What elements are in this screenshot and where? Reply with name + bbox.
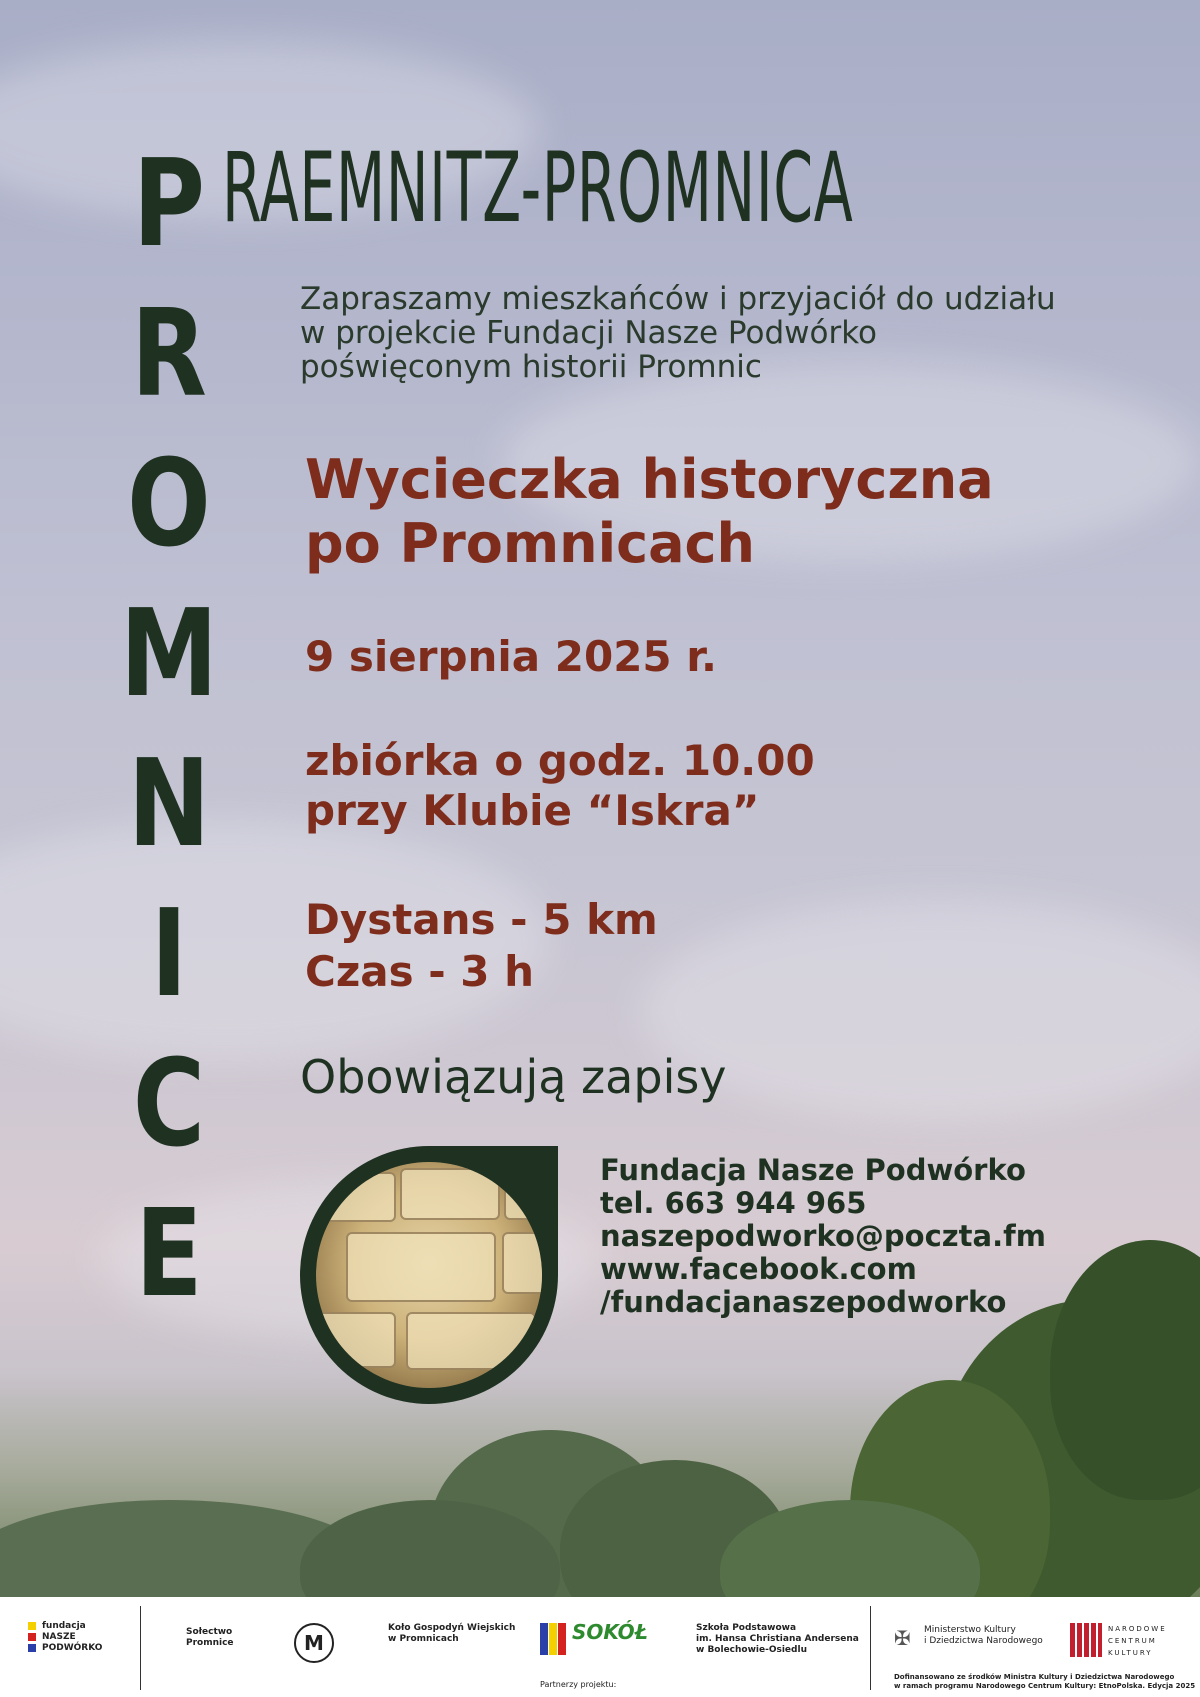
foundation-word: fundacja xyxy=(42,1621,86,1631)
tree-silhouette xyxy=(1050,1240,1200,1500)
vertical-letter: I xyxy=(150,885,188,1024)
intro-line: Zapraszamy mieszkańców i przyjaciół do udziału xyxy=(300,281,1056,317)
funding-note xyxy=(894,1673,1195,1691)
kolo-line: w Promnicach xyxy=(388,1634,459,1644)
solectwo-line: Sołectwo xyxy=(186,1627,233,1637)
brick xyxy=(346,1232,496,1302)
partners-label: Partnerzy projektu: xyxy=(540,1680,617,1689)
eagle-emblem-icon: ✠ xyxy=(894,1626,911,1650)
school-line: Szkoła Podstawowa xyxy=(696,1623,797,1633)
ministry-label xyxy=(924,1625,1043,1647)
vertical-letter: R xyxy=(131,285,207,424)
ncc-line: CENTRUM xyxy=(1108,1637,1157,1645)
foundation-word: NASZE xyxy=(42,1632,76,1642)
footer-divider xyxy=(140,1606,141,1690)
logo-stripe xyxy=(558,1623,566,1655)
contact-facebook[interactable]: www.facebook.com xyxy=(600,1252,917,1286)
blue-square-icon xyxy=(28,1644,36,1652)
footer-divider xyxy=(870,1606,871,1690)
brick xyxy=(400,1168,500,1220)
ministry-line: Ministerstwo Kultury xyxy=(924,1625,1016,1635)
ncc-logo-icon xyxy=(1070,1623,1102,1657)
meeting-line: zbiórka o godz. 10.00 xyxy=(305,736,815,785)
foundation-word: PODWÓRKO xyxy=(42,1643,103,1653)
intro-line: w projekcie Fundacji Nasze Podwórko xyxy=(300,315,878,351)
yellow-square-icon xyxy=(28,1622,36,1630)
logo-stripe xyxy=(540,1623,548,1655)
vertical-letter: N xyxy=(127,735,211,874)
m-circle-logo-icon: M xyxy=(294,1623,334,1663)
distance-line: Dystans - 5 km xyxy=(305,895,658,944)
ncc-line: NARODOWE xyxy=(1108,1625,1167,1633)
foundation-logo-line xyxy=(28,1632,102,1643)
foundation-logo xyxy=(28,1621,102,1654)
vertical-word-promnice xyxy=(104,130,234,1330)
brick xyxy=(406,1312,536,1370)
contact-facebook-path[interactable]: /fundacjanaszepodworko xyxy=(600,1285,1007,1319)
foundation-logo-line xyxy=(28,1643,102,1654)
school-label xyxy=(696,1623,859,1656)
contact-phone: tel. 663 944 965 xyxy=(600,1186,867,1220)
school-line: im. Hansa Christiana Andersena xyxy=(696,1634,859,1644)
sokol-logo xyxy=(540,1621,652,1657)
sokol-text: SOKÓŁ xyxy=(572,1620,648,1644)
red-square-icon xyxy=(28,1633,36,1641)
contact-block xyxy=(600,1154,1046,1319)
contact-org: Fundacja Nasze Podwórko xyxy=(600,1153,1026,1187)
vertical-letter: P xyxy=(132,135,206,274)
school-line: w Bolechowie-Osiedlu xyxy=(696,1645,807,1655)
intro-line: poświęconym historii Promnic xyxy=(300,349,762,385)
vertical-letter: E xyxy=(135,1185,203,1324)
brick xyxy=(316,1312,396,1368)
funding-line: w ramach programu Narodowego Centrum Kultury: EtnoPolska. Edycja 2025 xyxy=(894,1682,1196,1690)
page-title: RAEMNITZ-PROMNICA xyxy=(222,132,854,244)
kolo-line: Koło Gospodyń Wiejskich xyxy=(388,1623,516,1633)
ncc-label xyxy=(1108,1623,1167,1659)
brick-photo-badge xyxy=(300,1146,558,1404)
ministry-line: i Dziedzictwa Narodowego xyxy=(924,1636,1043,1646)
ncc-line: KULTURY xyxy=(1108,1649,1153,1657)
event-title-line: po Promnicach xyxy=(305,512,755,575)
distance-info xyxy=(305,894,658,998)
event-title-line: Wycieczka historyczna xyxy=(305,448,994,511)
brick xyxy=(316,1172,396,1222)
vertical-letter: M xyxy=(120,585,218,724)
meeting-line: przy Klubie “Iskra” xyxy=(305,786,760,835)
duration-line: Czas - 3 h xyxy=(305,947,535,996)
vertical-letter: C xyxy=(132,1035,206,1174)
registration-note: Obowiązują zapisy xyxy=(300,1050,727,1104)
solectwo-label xyxy=(186,1627,234,1649)
intro-text xyxy=(300,282,1100,384)
footer-logos xyxy=(0,1597,1200,1697)
foundation-logo-line xyxy=(28,1621,102,1632)
vertical-letter: O xyxy=(127,435,211,574)
contact-email[interactable]: naszepodworko@poczta.fm xyxy=(600,1219,1046,1253)
event-date: 9 sierpnia 2025 r. xyxy=(305,632,717,681)
meeting-info xyxy=(305,736,815,836)
logo-stripe xyxy=(549,1623,557,1655)
brick xyxy=(504,1170,542,1220)
funding-line: Dofinansowano ze środków Ministra Kultury i Dziedzictwa Narodowego xyxy=(894,1673,1175,1681)
kolo-label xyxy=(388,1623,515,1645)
event-title xyxy=(305,448,994,576)
solectwo-line: Promnice xyxy=(186,1638,234,1648)
brick xyxy=(502,1232,542,1294)
brick-photo xyxy=(316,1162,542,1388)
